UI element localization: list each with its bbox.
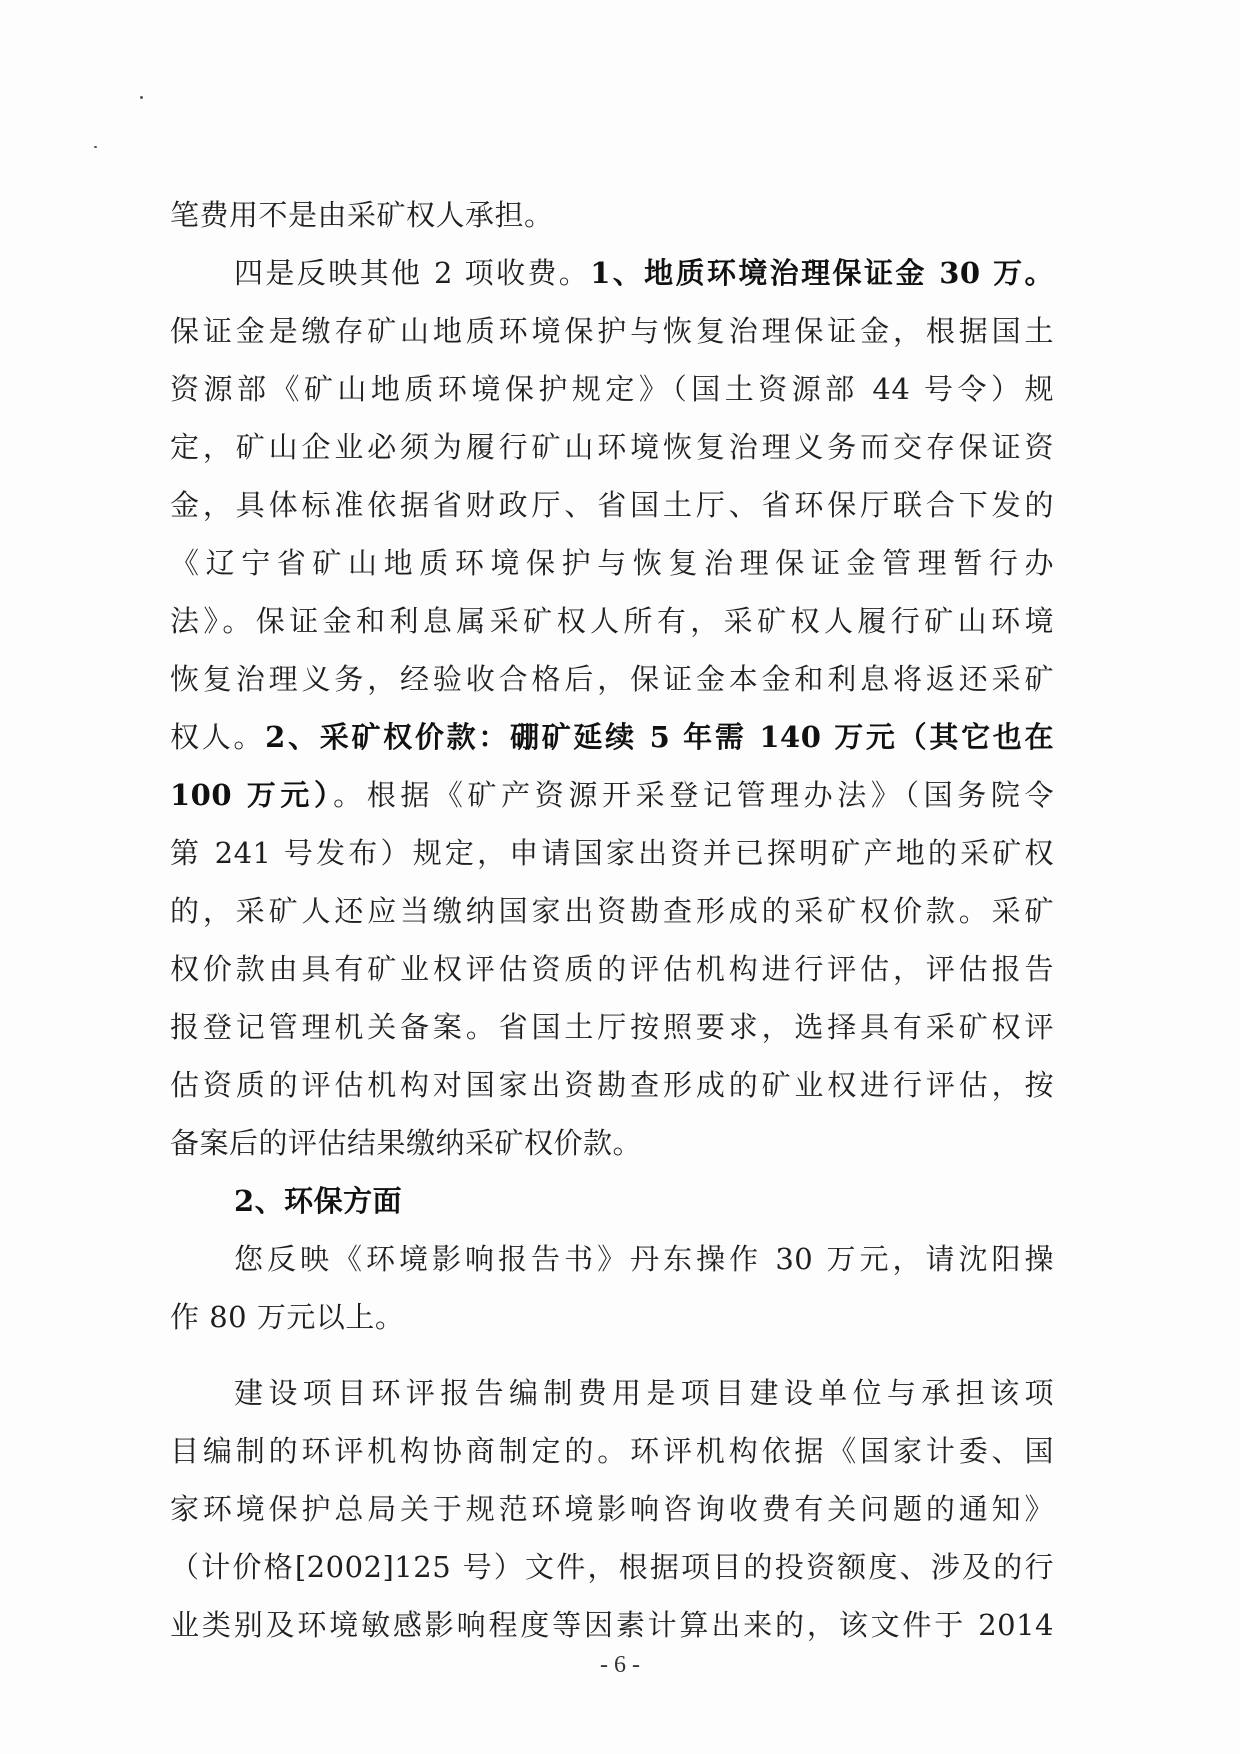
text-line (170, 1288, 1054, 1346)
text-line (170, 766, 1054, 824)
text-segment: 资源部《矿山地质环境保护规定》（国土资源部 44 号令）规 (170, 372, 1054, 406)
bold-text-segment: 2、采矿权价款：硼矿延续 5 年需 140 万元（其它也在 (265, 720, 1054, 754)
text-line (170, 1114, 1054, 1172)
text-segment: 法》。保证金和利息属采矿权人所有，采矿权人履行矿山环境 (170, 604, 1054, 638)
page-number: - 6 - (600, 1652, 640, 1678)
text-line (170, 1538, 1054, 1596)
text-line (170, 592, 1054, 650)
section-heading (170, 1172, 1054, 1230)
text-segment: 报登记管理机关备案。省国土厅按照要求，选择具有采矿权评 (170, 1010, 1054, 1044)
text-segment: 定，矿山企业必须为履行矿山环境恢复治理义务而交存保证资 (170, 430, 1054, 464)
text-segment: 保证金是缴存矿山地质环境保护与恢复治理保证金，根据国土 (170, 314, 1054, 348)
text-segment: 权价款由具有矿业权评估资质的评估机构进行评估，评估报告 (170, 952, 1054, 986)
text-line (170, 360, 1054, 418)
body-text (170, 186, 1054, 1654)
text-segment: 的，采矿人还应当缴纳国家出资勘查形成的采矿权价款。采矿 (170, 894, 1054, 928)
text-segment: 金，具体标准依据省财政厅、省国土厅、省环保厅联合下发的 (170, 488, 1054, 522)
text-segment: 您反映《环境影响报告书》丹东操作 30 万元，请沈阳操 (234, 1242, 1054, 1276)
text-line (170, 1596, 1054, 1654)
text-segment: 家环境保护总局关于规范环境影响咨询收费有关问题的通知》 (170, 1492, 1054, 1526)
text-line (170, 1364, 1054, 1422)
text-line (170, 824, 1054, 882)
text-segment: 建设项目环评报告编制费用是项目建设单位与承担该项 (234, 1376, 1054, 1410)
text-line (170, 940, 1054, 998)
text-segment: 笔费用不是由采矿权人承担。 (170, 198, 554, 232)
text-segment: 。根据《矿产资源开采登记管理办法》（国务院令 (333, 778, 1054, 812)
text-segment: 估资质的评估机构对国家出资勘查形成的矿业权进行评估，按 (170, 1068, 1054, 1102)
text-line (170, 244, 1054, 302)
bold-text-segment: 100 万元） (170, 778, 334, 812)
text-segment: 恢复治理义务，经验收合格后，保证金本金和利息将返还采矿 (170, 662, 1054, 696)
text-line (170, 708, 1054, 766)
text-line (170, 302, 1054, 360)
bold-text-segment: 1、地质环境治理保证金 30 万。 (590, 256, 1055, 290)
scan-speck (140, 96, 143, 99)
text-segment: 业类别及环境敏感影响程度等因素计算出来的，该文件于 2014 (170, 1608, 1054, 1642)
text-segment: 目编制的环评机构协商制定的。环评机构依据《国家计委、国 (170, 1434, 1054, 1468)
scan-speck (94, 146, 97, 148)
text-line (170, 1480, 1054, 1538)
bold-text-segment: 2、环保方面 (234, 1184, 403, 1218)
text-line (170, 998, 1054, 1056)
text-segment: 《辽宁省矿山地质环境保护与恢复治理保证金管理暂行办 (170, 546, 1054, 580)
text-line (170, 534, 1054, 592)
text-segment: 第 241 号发布）规定，申请国家出资并已探明矿产地的采矿权 (170, 836, 1054, 870)
text-segment: （计价格[2002]125 号）文件，根据项目的投资额度、涉及的行 (170, 1550, 1054, 1584)
text-line (170, 882, 1054, 940)
text-line (170, 1422, 1054, 1480)
text-line (170, 1056, 1054, 1114)
text-segment: 权人。 (170, 720, 266, 754)
text-line (170, 650, 1054, 708)
text-line (170, 476, 1054, 534)
text-line (170, 186, 1054, 244)
text-segment: 备案后的评估结果缴纳采矿权价款。 (170, 1126, 643, 1160)
text-segment: 作 80 万元以上。 (170, 1300, 405, 1334)
text-segment: 四是反映其他 2 项收费。 (234, 256, 591, 290)
text-line (170, 418, 1054, 476)
text-line (170, 1230, 1054, 1288)
